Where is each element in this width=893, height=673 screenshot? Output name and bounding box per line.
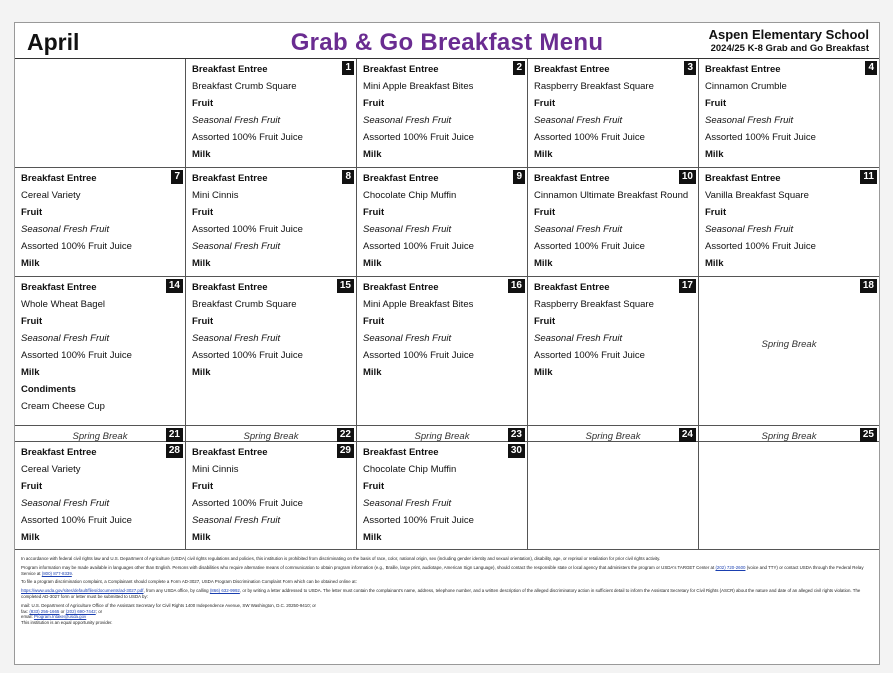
entree-label: Breakfast Entree bbox=[192, 64, 268, 75]
juice-item: Assorted 100% Fruit Juice bbox=[534, 241, 645, 252]
fruit-label: Fruit bbox=[363, 207, 385, 218]
day-number: 2 bbox=[513, 61, 525, 75]
complaint-form-link[interactable]: https://www.usda.gov/sites/default/files/documents/ad-3027.pdf bbox=[21, 588, 144, 594]
fruit-item: Seasonal Fresh Fruit bbox=[705, 224, 794, 235]
calendar-cell bbox=[357, 59, 528, 167]
fruit-label: Fruit bbox=[192, 481, 214, 492]
entree-label: Breakfast Entree bbox=[21, 447, 97, 458]
entree-label: Breakfast Entree bbox=[192, 447, 268, 458]
calendar-week bbox=[15, 59, 879, 168]
fruit-item: Seasonal Fresh Fruit bbox=[363, 115, 452, 126]
footer-paragraph: In accordance with federal civil rights law and U.S. Department of Agriculture (USDA) civil rights regulations and policies, this institution is prohibited from discriminating on the basis of race, color, national origin, sex (including gender identity and sexual orientation), disability, age, or reprisal or retaliation for prior civil rights activity. bbox=[21, 556, 661, 561]
milk-label: Milk bbox=[192, 258, 211, 269]
entree-item: Vanilla Breakfast Square bbox=[705, 190, 809, 201]
milk-label: Milk bbox=[21, 367, 40, 378]
spring-break-label: Spring Break bbox=[761, 431, 817, 442]
footer-text: , from any USDA office, by calling bbox=[143, 588, 209, 594]
menu-title: Grab & Go Breakfast Menu bbox=[290, 29, 604, 56]
school-block bbox=[709, 27, 869, 54]
menu-subtitle: 2024/25 K-8 Grab and Go Breakfast bbox=[710, 43, 869, 54]
milk-label: Milk bbox=[363, 258, 382, 269]
entree-label: Breakfast Entree bbox=[363, 173, 439, 184]
fruit-label: Fruit bbox=[363, 98, 385, 109]
entree-label: Breakfast Entree bbox=[192, 282, 268, 293]
juice-item: Assorted 100% Fruit Juice bbox=[192, 498, 303, 509]
fruit-item: Seasonal Fresh Fruit bbox=[21, 224, 110, 235]
milk-label: Milk bbox=[534, 149, 553, 160]
calendar-cell-spring-break bbox=[699, 277, 879, 425]
calendar-cell bbox=[186, 442, 357, 549]
footer-paragraph: Program information may be made available in languages other than English. Persons with disabilities who require alternative means of communication to obtain program information (e.g., Braille, large print, audiotape, American Sign Language), should contact the responsible state or local agency that administers the program or USDA's TARGET Center at (202) 720-2600 (voice and TTY) or contact USDA through the Federal Relay Service at (800) 877-8339. bbox=[21, 564, 864, 576]
entree-label: Breakfast Entree bbox=[534, 173, 610, 184]
milk-label: Milk bbox=[534, 367, 553, 378]
entree-label: Breakfast Entree bbox=[534, 64, 610, 75]
footer-paragraph bbox=[21, 588, 873, 600]
fruit-label: Fruit bbox=[21, 481, 43, 492]
fruit-label: Fruit bbox=[363, 316, 385, 327]
fruit-item: Seasonal Fresh Fruit bbox=[363, 498, 452, 509]
milk-label: Milk bbox=[705, 258, 724, 269]
entree-label: Breakfast Entree bbox=[192, 173, 268, 184]
phone-link[interactable]: (866) 632-9992 bbox=[209, 588, 240, 594]
footer-text: email: bbox=[21, 614, 33, 620]
calendar-cell-empty bbox=[699, 442, 879, 549]
fruit-label: Fruit bbox=[534, 98, 556, 109]
spring-break-label: Spring Break bbox=[761, 339, 817, 350]
fruit-item: Seasonal Fresh Fruit bbox=[192, 115, 281, 126]
fruit-label: Fruit bbox=[705, 98, 727, 109]
calendar-week bbox=[15, 442, 879, 550]
day-number: 10 bbox=[679, 170, 696, 184]
footer-text: ; or bbox=[95, 608, 103, 614]
day-number: 28 bbox=[166, 444, 183, 458]
day-number: 25 bbox=[860, 428, 877, 442]
entree-item: Cinnamon Crumble bbox=[705, 81, 787, 92]
day-number: 21 bbox=[166, 428, 183, 442]
milk-label: Milk bbox=[363, 532, 382, 543]
day-number: 16 bbox=[508, 279, 525, 293]
calendar-cell bbox=[186, 59, 357, 167]
calendar-cell bbox=[528, 277, 699, 425]
fruit-label: Fruit bbox=[534, 207, 556, 218]
fruit-label: Fruit bbox=[192, 207, 214, 218]
entree-item: Cinnamon Ultimate Breakfast Round bbox=[534, 190, 689, 201]
calendar-cell-empty bbox=[15, 59, 186, 167]
calendar-week-spring-break bbox=[15, 426, 879, 442]
fruit-label: Fruit bbox=[363, 481, 385, 492]
fruit-item: Seasonal Fresh Fruit bbox=[192, 515, 281, 526]
milk-label: Milk bbox=[534, 258, 553, 269]
milk-label: Milk bbox=[21, 532, 40, 543]
spring-break-label: Spring Break bbox=[585, 431, 641, 442]
entree-item: Whole Wheat Bagel bbox=[21, 299, 105, 310]
calendar-cell-spring-break bbox=[15, 426, 186, 441]
fruit-item: Seasonal Fresh Fruit bbox=[192, 333, 281, 344]
milk-label: Milk bbox=[705, 149, 724, 160]
juice-item: Assorted 100% Fruit Juice bbox=[21, 241, 132, 252]
juice-item: Assorted 100% Fruit Juice bbox=[363, 515, 474, 526]
calendar-grid bbox=[15, 59, 879, 550]
calendar-cell bbox=[699, 168, 879, 276]
fruit-item: Seasonal Fresh Fruit bbox=[363, 224, 452, 235]
day-number: 7 bbox=[171, 170, 183, 184]
entree-label: Breakfast Entree bbox=[363, 282, 439, 293]
juice-item: Assorted 100% Fruit Juice bbox=[534, 350, 645, 361]
entree-item: Breakfast Crumb Square bbox=[192, 299, 297, 310]
fruit-item: Seasonal Fresh Fruit bbox=[705, 115, 794, 126]
entree-item: Breakfast Crumb Square bbox=[192, 81, 297, 92]
juice-item: Assorted 100% Fruit Juice bbox=[534, 132, 645, 143]
fruit-label: Fruit bbox=[705, 207, 727, 218]
fruit-label: Fruit bbox=[192, 98, 214, 109]
day-number: 8 bbox=[342, 170, 354, 184]
juice-item: Assorted 100% Fruit Juice bbox=[363, 350, 474, 361]
milk-label: Milk bbox=[363, 149, 382, 160]
entree-item: Mini Cinnis bbox=[192, 190, 239, 201]
fax-link[interactable]: (833) 256-1665 bbox=[29, 608, 60, 614]
entree-label: Breakfast Entree bbox=[705, 64, 781, 75]
calendar-week bbox=[15, 277, 879, 426]
school-name: Aspen Elementary School bbox=[708, 27, 869, 42]
calendar-cell bbox=[357, 442, 528, 549]
juice-item: Assorted 100% Fruit Juice bbox=[192, 224, 303, 235]
entree-item: Cereal Variety bbox=[21, 464, 81, 475]
juice-item: Assorted 100% Fruit Juice bbox=[705, 241, 816, 252]
spring-break-label: Spring Break bbox=[72, 431, 128, 442]
day-number: 22 bbox=[337, 428, 354, 442]
footer-text: or bbox=[60, 608, 65, 614]
entree-label: Breakfast Entree bbox=[534, 282, 610, 293]
footer-paragraph bbox=[21, 603, 873, 626]
calendar-week bbox=[15, 168, 879, 277]
milk-label: Milk bbox=[192, 149, 211, 160]
juice-item: Assorted 100% Fruit Juice bbox=[363, 241, 474, 252]
spring-break-label: Spring Break bbox=[243, 431, 299, 442]
entree-item: Chocolate Chip Muffin bbox=[363, 464, 457, 475]
day-number: 17 bbox=[679, 279, 696, 293]
fruit-item: Seasonal Fresh Fruit bbox=[21, 498, 110, 509]
calendar-cell bbox=[15, 168, 186, 276]
fruit-label: Fruit bbox=[21, 316, 43, 327]
calendar-cell-spring-break bbox=[186, 426, 357, 441]
juice-item: Assorted 100% Fruit Juice bbox=[363, 132, 474, 143]
calendar-cell bbox=[186, 168, 357, 276]
fruit-item: Seasonal Fresh Fruit bbox=[21, 333, 110, 344]
day-number: 29 bbox=[337, 444, 354, 458]
footer-paragraph: To file a program discrimination complaint, a Complainant should complete a Form AD-3027, USDA Program Discrimination Complaint Form which can be obtained online at: bbox=[21, 579, 357, 585]
juice-item: Assorted 100% Fruit Juice bbox=[21, 350, 132, 361]
condiments-label: Condiments bbox=[21, 384, 76, 395]
footer-text: mail: U.S. Department of Agriculture Office of the Assistant Secretary for Civil Rights 1400 Independence Avenue, SW Washington, D.C. 20250-9410; or bbox=[21, 602, 316, 608]
calendar-cell bbox=[528, 59, 699, 167]
footer-text: This institution is an equal opportunity provider. bbox=[21, 620, 113, 626]
phone-link[interactable]: (800) 877-8339 bbox=[41, 570, 72, 576]
juice-item: Assorted 100% Fruit Juice bbox=[192, 350, 303, 361]
calendar-cell bbox=[15, 442, 186, 549]
entree-item: Mini Apple Breakfast Bites bbox=[363, 299, 474, 310]
day-number: 4 bbox=[865, 61, 877, 75]
menu-sheet bbox=[14, 22, 880, 665]
email-link[interactable]: Program.Intake@usda.gov bbox=[33, 614, 87, 620]
milk-label: Milk bbox=[192, 367, 211, 378]
fruit-label: Fruit bbox=[192, 316, 214, 327]
calendar-cell bbox=[699, 59, 879, 167]
juice-item: Assorted 100% Fruit Juice bbox=[192, 132, 303, 143]
fruit-item: Seasonal Fresh Fruit bbox=[363, 333, 452, 344]
entree-item: Chocolate Chip Muffin bbox=[363, 190, 457, 201]
entree-item: Cereal Variety bbox=[21, 190, 81, 201]
milk-label: Milk bbox=[192, 532, 211, 543]
fruit-item: Seasonal Fresh Fruit bbox=[192, 241, 281, 252]
calendar-cell-spring-break bbox=[357, 426, 528, 441]
day-number: 30 bbox=[508, 444, 525, 458]
nondiscrimination-statement bbox=[15, 550, 879, 626]
footer-text: , or by writing a letter addressed to USDA. The letter must contain the complainant's name, address, telephone number, and a written description of the alleged discriminatory action in sufficient detail to inform the Assistant Secretary for Civil Rights (ASCR) about the nature and date of an alleged civil rights violation. The completed AD-3027 form or letter must be submitted to USDA by: bbox=[21, 588, 861, 599]
day-number: 11 bbox=[860, 170, 877, 184]
entree-label: Breakfast Entree bbox=[21, 173, 97, 184]
calendar-cell bbox=[528, 168, 699, 276]
entree-item: Raspberry Breakfast Square bbox=[534, 81, 654, 92]
day-number: 3 bbox=[684, 61, 696, 75]
fruit-item: Seasonal Fresh Fruit bbox=[534, 224, 623, 235]
footer-text: (voice and TTY) or contact USDA through the Federal Relay Service at bbox=[21, 564, 864, 576]
entree-label: Breakfast Entree bbox=[363, 64, 439, 75]
day-number: 15 bbox=[337, 279, 354, 293]
footer-text: Program information may be made available in languages other than English. Persons with disabilities who require alternative means of communication to obtain program information (e.g., Braille, large print, audiotape, American Sign Language), should contact the responsible state or local agency that administers the program or USDA's TARGET Center at bbox=[21, 564, 715, 570]
day-number: 24 bbox=[679, 428, 696, 442]
calendar-cell-spring-break bbox=[528, 426, 699, 441]
day-number: 23 bbox=[508, 428, 525, 442]
footer-text: fax: bbox=[21, 608, 29, 614]
calendar-cell-empty bbox=[528, 442, 699, 549]
calendar-cell bbox=[15, 277, 186, 425]
fax-link[interactable]: (202) 690-7442 bbox=[65, 608, 96, 614]
fruit-item: Seasonal Fresh Fruit bbox=[534, 115, 623, 126]
milk-label: Milk bbox=[363, 367, 382, 378]
entree-item: Mini Cinnis bbox=[192, 464, 239, 475]
day-number: 14 bbox=[166, 279, 183, 293]
day-number: 1 bbox=[342, 61, 354, 75]
fruit-label: Fruit bbox=[21, 207, 43, 218]
calendar-cell-spring-break bbox=[699, 426, 879, 441]
calendar-cell bbox=[186, 277, 357, 425]
entree-item: Mini Apple Breakfast Bites bbox=[363, 81, 474, 92]
day-number: 18 bbox=[860, 279, 877, 293]
milk-label: Milk bbox=[21, 258, 40, 269]
juice-item: Assorted 100% Fruit Juice bbox=[21, 515, 132, 526]
day-number: 9 bbox=[513, 170, 525, 184]
entree-label: Breakfast Entree bbox=[363, 447, 439, 458]
entree-item: Raspberry Breakfast Square bbox=[534, 299, 654, 310]
spring-break-label: Spring Break bbox=[414, 431, 470, 442]
calendar-cell bbox=[357, 168, 528, 276]
phone-link[interactable]: (202) 720-2600 bbox=[715, 564, 746, 570]
calendar-cell bbox=[357, 277, 528, 425]
month-title: April bbox=[27, 29, 80, 55]
menu-header bbox=[15, 23, 879, 59]
fruit-label: Fruit bbox=[534, 316, 556, 327]
condiment-item: Cream Cheese Cup bbox=[21, 401, 105, 412]
entree-label: Breakfast Entree bbox=[705, 173, 781, 184]
juice-item: Assorted 100% Fruit Juice bbox=[705, 132, 816, 143]
entree-label: Breakfast Entree bbox=[21, 282, 97, 293]
fruit-item: Seasonal Fresh Fruit bbox=[534, 333, 623, 344]
